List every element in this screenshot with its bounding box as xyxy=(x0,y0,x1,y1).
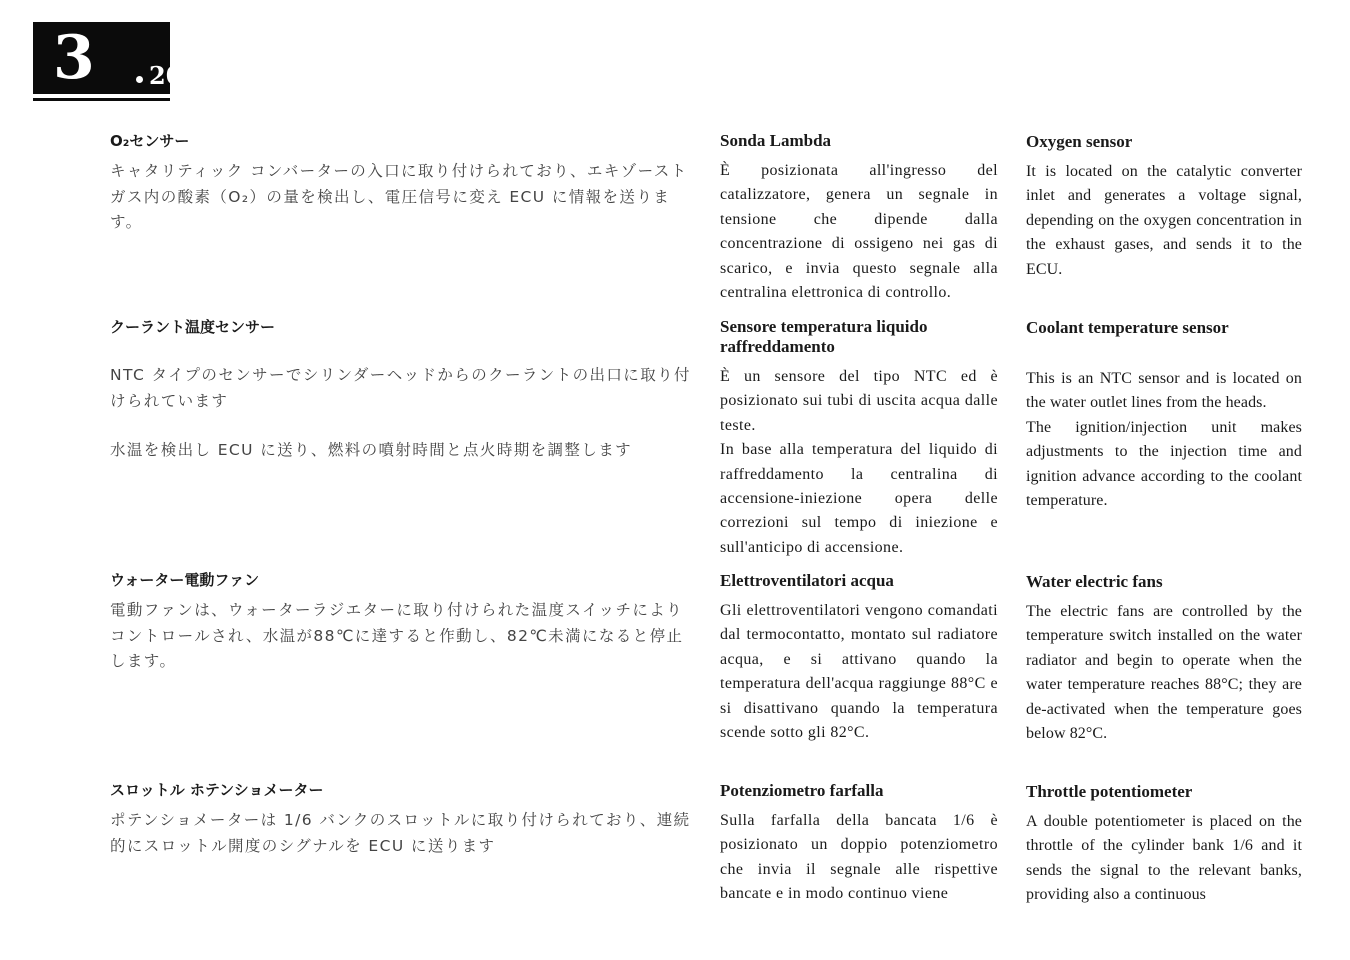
jp-paragraph: 水温を検出し ECU に送り、燃料の噴射時間と点火時期を調整します xyxy=(110,441,633,459)
jp-section-throttle-potentiometer xyxy=(110,780,692,859)
jp-section-coolant-sensor xyxy=(110,317,692,464)
section-badge xyxy=(33,22,183,94)
it-heading: Elettroventilatori acqua xyxy=(720,571,894,590)
it-section-electric-fans xyxy=(720,571,998,745)
it-section-lambda xyxy=(720,131,998,305)
jp-paragraph: ポテンショメーターは 1/6 バンクのスロットルに取り付けられており、連続的にスロットル開度のシグナルを ECU に送ります xyxy=(110,811,691,855)
it-paragraph: È un sensore del tipo NTC ed è posizionato sui tubi di uscita acqua dalle teste. In base alla temperatura del liquido di raffreddamento la centralina di accensione-iniezione opera delle correzioni sul tempo di iniezione e sull'anticipo di accensione. xyxy=(720,368,998,556)
en-heading: Coolant temperature sensor xyxy=(1026,318,1229,337)
it-paragraph: Sulla farfalla della bancata 1/6 è posizionato un doppio potenziometro che invia il segnale alle rispettive bancate e in modo continuo viene xyxy=(720,812,998,903)
en-section-electric-fans xyxy=(1026,572,1302,746)
jp-paragraph: NTC タイプのセンサーでシリンダーヘッドからのクーラントの出口に取り付けられています xyxy=(110,366,691,410)
jp-paragraph: 電動ファンは、ウォーターラジエターに取り付けられた温度スイッチによりコントロールされ、水温が88℃に達すると作動し、82℃未満になると停止します。 xyxy=(110,601,684,670)
en-paragraph: It is located on the catalytic converter inlet and generates a voltage signal, depending on the oxygen concentration in the exhaust gases, and sends it to the ECU. xyxy=(1026,163,1302,278)
en-section-oxygen-sensor xyxy=(1026,132,1302,282)
it-heading: Sonda Lambda xyxy=(720,131,832,150)
badge-dot xyxy=(136,76,143,83)
jp-paragraph: キャタリティック コンバーターの入口に取り付けられており、エキゾースト ガス内の酸素（O₂）の量を検出し、電圧信号に変え ECU に情報を送ります。 xyxy=(110,162,688,231)
jp-section-electric-fans xyxy=(110,570,692,675)
en-heading: Throttle potentiometer xyxy=(1026,782,1193,801)
page-number: 20 xyxy=(149,61,183,90)
en-paragraph: The electric fans are controlled by the temperature switch installed on the water radiator and begin to operate when the water temperature reaches 88°C; they are de-activated when the temperature goes below 82°C. xyxy=(1026,603,1302,743)
jp-heading: スロットル ホテンショメーター xyxy=(110,781,324,799)
it-section-coolant-sensor xyxy=(720,317,998,560)
en-paragraph: A double potentiometer is placed on the throttle of the cylinder bank 1/6 and it sends the signal to the relevant banks, providing also a continuous xyxy=(1026,813,1302,904)
en-paragraph: This is an NTC sensor and is located on the water outlet lines from the heads. The ignition/injection unit makes adjustments to the injection time and ignition advance according to the coolant temperature. xyxy=(1026,370,1302,510)
en-section-coolant-sensor xyxy=(1026,318,1302,513)
jp-heading: O₂センサー xyxy=(110,132,190,150)
badge-underline xyxy=(33,98,170,101)
jp-section-oxygen-sensor xyxy=(110,131,692,236)
it-paragraph: È posizionata all'ingresso del catalizzatore, genera un segnale in tensione che dipende dalla concentrazione di ossigeno nei gas di scarico, e invia questo segnale alla centralina elettronica di controllo. xyxy=(720,162,998,302)
it-paragraph: Gli elettroventilatori vengono comandati dal termocontatto, montato sul radiatore acqua, e si attivano quando la temperatura dell'acqua raggiunge 88°C e si disattivano quando la temperatura scende sotto gli 82°C. xyxy=(720,602,998,742)
it-heading: Potenziometro farfalla xyxy=(720,781,884,800)
jp-heading: クーラント温度センサー xyxy=(110,318,276,336)
section-number: 3 xyxy=(53,23,95,93)
it-heading: Sensore temperatura liquido raffreddamento xyxy=(720,317,928,356)
jp-heading: ウォーター電動ファン xyxy=(110,571,260,589)
en-heading: Oxygen sensor xyxy=(1026,132,1133,151)
en-heading: Water electric fans xyxy=(1026,572,1163,591)
it-section-throttle-potentiometer xyxy=(720,781,998,907)
en-section-throttle-potentiometer xyxy=(1026,782,1302,908)
